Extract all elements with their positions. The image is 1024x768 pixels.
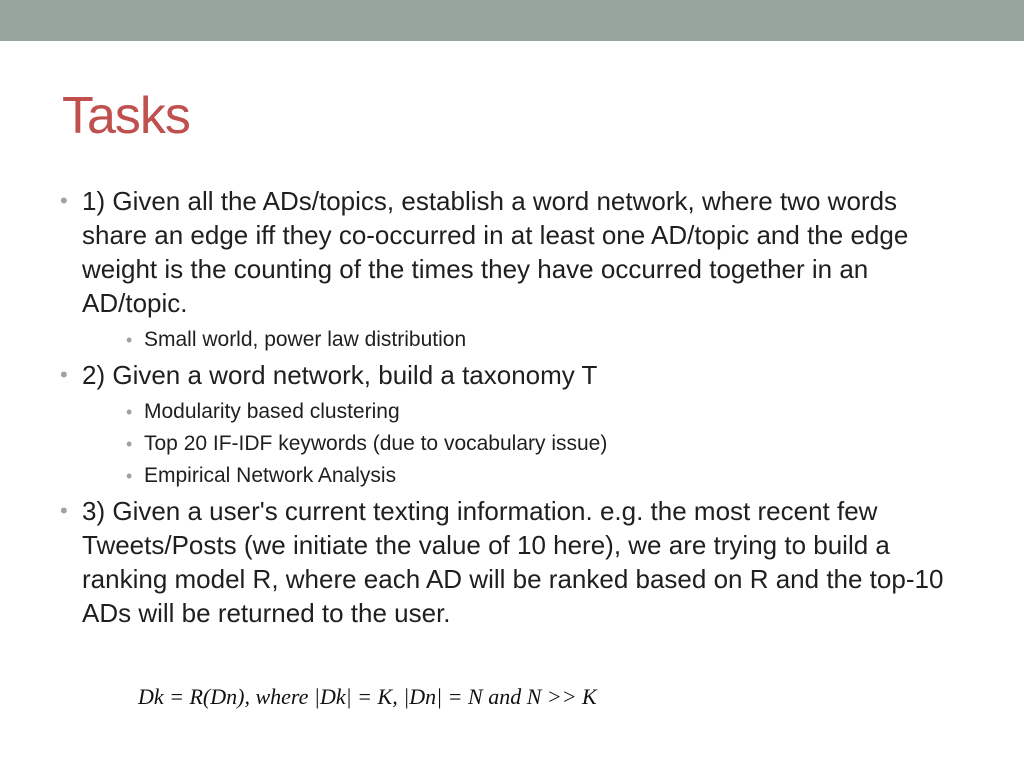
sub-bullet-1-1 — [60, 326, 960, 354]
sub-bullet-2-3-text: Empirical Network Analysis — [144, 464, 397, 487]
bullet-dot-icon: • — [60, 498, 68, 523]
bullet-dot-icon: • — [126, 434, 133, 454]
bullet-dot-icon: • — [126, 330, 133, 350]
sub-bullet-2-1-text: Modularity based clustering — [144, 400, 400, 423]
top-bar — [0, 0, 1024, 41]
sub-bullet-2-3 — [60, 462, 960, 490]
bullet-dot-icon: • — [126, 402, 133, 422]
bullet-dot-icon: • — [60, 362, 68, 387]
sub-bullet-2-1 — [60, 398, 960, 426]
sub-bullet-1-1-text: Small world, power law distribution — [144, 328, 467, 351]
ranking-formula: Dk = R(Dn), where |Dk| = K, |Dn| = N and N >> K — [138, 684, 597, 709]
slide-title: Tasks — [62, 87, 190, 145]
bullet-3-text: 3) Given a user's current texting information. e.g. the most recent few Tweets/Posts (we initiate the value of 10 here), we are trying to build a ranking model R, where each AD will be ranked based on R and the top-10 ADs will be returned to the user. — [82, 496, 944, 628]
bullet-dot-icon: • — [126, 466, 133, 486]
bullet-2 — [60, 358, 960, 392]
bullet-3 — [60, 494, 960, 630]
bullet-2-text: 2) Given a word network, build a taxonomy T — [82, 360, 598, 390]
sub-bullet-2-2-text: Top 20 IF-IDF keywords (due to vocabulary issue) — [144, 432, 608, 455]
slide-content — [60, 184, 960, 636]
bullet-1-text: 1) Given all the ADs/topics, establish a word network, where two words share an edge iff they co-occurred in at least one AD/topic and the edge weight is the counting of the times they have occurred together in an AD/topic. — [82, 186, 909, 318]
sub-bullet-2-2 — [60, 430, 960, 458]
bullet-dot-icon: • — [60, 188, 68, 213]
bullet-1 — [60, 184, 960, 320]
